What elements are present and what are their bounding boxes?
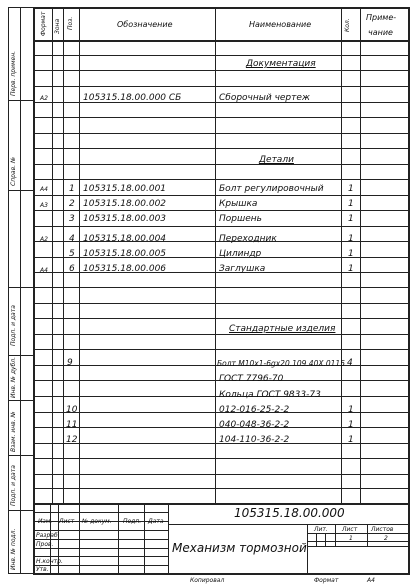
side-strip-bottom xyxy=(8,573,33,574)
side-label-dup-inv: Инв. № дубл. xyxy=(10,356,17,398)
row-name: Кольца ГОСТ 9833-73 xyxy=(219,390,321,400)
tb-sheets-value: 2 xyxy=(384,535,388,542)
row-separator xyxy=(33,117,410,118)
tb-row xyxy=(307,533,410,534)
section-documentation: Документация xyxy=(246,59,316,69)
row-separator xyxy=(33,488,410,489)
row-name: Поршень xyxy=(219,214,262,224)
tb-col xyxy=(79,503,80,573)
row-separator xyxy=(33,287,410,288)
row-qty: 4 xyxy=(347,358,353,368)
footer-copied: Копировал xyxy=(190,577,225,584)
col-zone-header: Зона xyxy=(54,18,61,34)
row-separator xyxy=(33,164,410,165)
tb-col xyxy=(367,524,368,546)
row-format: А4 xyxy=(40,267,48,274)
tb-norm-control-label: Н.контр. xyxy=(36,558,63,565)
tb-col xyxy=(168,503,169,573)
row-qty: 1 xyxy=(348,249,354,259)
side-label-orig-inv: Инв. № подл. xyxy=(10,528,17,570)
tb-col xyxy=(325,533,326,546)
col-qty-header: Кол. xyxy=(344,18,351,32)
row-separator xyxy=(33,303,410,304)
row-pos: 3 xyxy=(69,214,75,224)
tb-izm-label: Изм. xyxy=(38,518,53,525)
row-pos: 10 xyxy=(66,405,78,415)
row-name: ГОСТ 7796-70 xyxy=(219,374,284,384)
row-separator xyxy=(33,179,410,180)
side-strip-outer-top xyxy=(8,7,9,287)
frame-right xyxy=(408,7,410,575)
frame-top xyxy=(33,7,410,9)
row-designation: 105315.18.00.004 xyxy=(83,234,167,244)
row-separator xyxy=(33,349,410,350)
tb-sheets-label: Листов xyxy=(371,526,394,533)
row-pos: 5 xyxy=(69,249,75,259)
side-strip-divider xyxy=(8,400,33,401)
frame-left xyxy=(33,7,35,575)
row-qty: 1 xyxy=(348,199,354,209)
row-designation: 105315.18.00.006 xyxy=(83,264,167,274)
row-separator xyxy=(33,458,410,459)
row-separator xyxy=(33,148,410,149)
row-separator xyxy=(33,318,410,319)
tb-sign-label: Подп. xyxy=(123,518,142,525)
row-name: 040-048-36-2-2 xyxy=(219,420,290,430)
side-label-sign-date-2: Подп. и дата xyxy=(10,465,17,506)
title-block-top xyxy=(33,503,410,505)
row-name: Болт регулировочный xyxy=(219,184,324,194)
document-code: 105315.18.00.000 xyxy=(234,506,345,520)
row-pos: 1 xyxy=(69,184,75,194)
tb-row xyxy=(33,548,168,549)
row-name: 104-110-36-2-2 xyxy=(219,435,290,445)
row-qty: 1 xyxy=(348,405,354,415)
tb-col xyxy=(144,503,145,573)
row-pos: 9 xyxy=(67,358,73,368)
row-designation: 105315.18.00.001 xyxy=(83,184,167,194)
side-label-first-use: Перв. примен. xyxy=(10,50,17,96)
side-strip-divider xyxy=(8,355,33,356)
row-pos: 2 xyxy=(69,199,75,209)
footer-format-value: А4 xyxy=(367,577,375,584)
tb-ndoc-label: № докум. xyxy=(82,518,112,525)
row-separator xyxy=(33,55,410,56)
tb-row xyxy=(33,530,168,531)
side-strip-divider xyxy=(8,455,33,456)
row-separator xyxy=(33,334,410,335)
col-divider-zone xyxy=(63,7,64,503)
row-pos: 4 xyxy=(69,234,75,244)
row-pos: 12 xyxy=(66,435,78,445)
tb-list-label: Лист xyxy=(59,518,75,525)
tb-col xyxy=(335,524,336,546)
row-qty: 1 xyxy=(348,264,354,274)
row-format: А2 xyxy=(40,95,48,102)
col-divider-name xyxy=(341,7,342,503)
col-name-header: Наименование xyxy=(249,20,312,29)
side-label-replace-inv: Взам. инв. № xyxy=(10,411,17,452)
side-strip-inner xyxy=(20,7,21,573)
tb-date-label: Дата xyxy=(148,518,164,525)
tb-row xyxy=(33,539,168,540)
row-qty: 1 xyxy=(348,214,354,224)
tb-developed-label: Разраб. xyxy=(36,532,60,539)
section-details: Детали xyxy=(259,155,294,165)
col-divider-qty xyxy=(360,7,361,503)
row-pos: 6 xyxy=(69,264,75,274)
tb-sheet-value: 1 xyxy=(349,535,353,542)
side-strip-divider xyxy=(8,287,33,288)
tb-row xyxy=(33,512,168,513)
row-name: Цилиндр xyxy=(219,249,262,259)
row-separator xyxy=(33,133,410,134)
row-designation: 105315.18.00.005 xyxy=(83,249,167,259)
row-separator xyxy=(33,210,410,211)
side-strip-top xyxy=(8,7,33,8)
side-label-reference-no: Справ. № xyxy=(10,156,17,186)
row-designation: 105315.18.00.002 xyxy=(83,199,167,209)
row-separator xyxy=(33,70,410,71)
row-name: 012-016-25-2-2 xyxy=(219,405,290,415)
col-divider-pos xyxy=(79,7,80,503)
row-format: А3 xyxy=(40,202,48,209)
tb-row xyxy=(307,546,410,547)
row-qty: 1 xyxy=(348,234,354,244)
row-name: Болт М10х1-6gх20.109.40Х.0115 xyxy=(217,359,345,368)
row-qty: 1 xyxy=(348,184,354,194)
row-name: Крышка xyxy=(219,199,258,209)
side-strip-divider xyxy=(8,510,33,511)
col-divider-designation xyxy=(215,7,216,503)
footer-format-label: Формат xyxy=(314,577,339,584)
tb-row xyxy=(33,556,168,557)
row-separator xyxy=(33,226,410,227)
tb-row xyxy=(307,541,410,542)
side-strip-outer-bottom xyxy=(8,287,9,573)
side-label-sign-date-1: Подп. и дата xyxy=(10,305,17,346)
tb-approved-label: Утв. xyxy=(36,566,49,573)
row-qty: 1 xyxy=(348,435,354,445)
col-format-header: Формат xyxy=(40,11,47,36)
row-name: Переходник xyxy=(219,234,277,244)
col-note-header-1: Приме- xyxy=(366,13,397,22)
tb-sheet-label: Лист xyxy=(342,526,358,533)
side-strip-divider xyxy=(8,190,33,191)
row-separator xyxy=(33,474,410,475)
row-name: Заглушка xyxy=(219,264,266,274)
section-standard-items: Стандартные изделия xyxy=(229,324,336,334)
row-designation: 105315.18.00.000 СБ xyxy=(83,93,182,103)
header-bottom-line xyxy=(33,40,410,42)
row-format: А2 xyxy=(40,236,48,243)
tb-row xyxy=(33,565,168,566)
tb-col xyxy=(307,524,308,573)
col-designation-header: Обозначение xyxy=(117,20,173,29)
row-format: А4 xyxy=(40,186,48,193)
row-separator xyxy=(33,86,410,87)
tb-col xyxy=(316,533,317,546)
row-separator xyxy=(33,195,410,196)
col-note-header-2: чание xyxy=(368,28,393,37)
document-title: Механизм тормозной xyxy=(172,541,307,555)
tb-col xyxy=(118,503,119,573)
row-pos: 11 xyxy=(66,420,78,430)
row-name: Сборочный чертеж xyxy=(219,93,311,103)
row-qty: 1 xyxy=(348,420,354,430)
tb-lit-label: Лит. xyxy=(314,526,328,533)
frame-bottom xyxy=(33,573,410,575)
tb-code-line xyxy=(168,524,410,525)
tb-checked-label: Пров. xyxy=(36,541,54,548)
row-designation: 105315.18.00.003 xyxy=(83,214,167,224)
col-divider-format xyxy=(52,7,53,503)
side-strip-divider xyxy=(8,100,33,101)
col-pos-header: Поз. xyxy=(67,16,74,30)
